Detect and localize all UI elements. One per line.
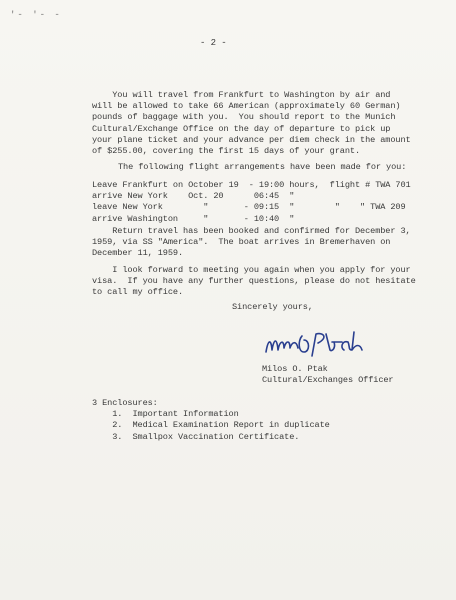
corner-mark: '- '- - — [10, 10, 62, 20]
handwritten-signature — [262, 326, 372, 364]
return-travel-paragraph: Return travel has been booked and confirmed for December 3, 1959, via SS "America". The boat arrives in Bremerhaven on December 11, 1959. — [92, 226, 411, 259]
flight-schedule: Leave Frankfurt on October 19 - 19:00 hours, flight # TWA 701 arrive New York Oct. 20 06:45 " leave New York " - 09:15 " " " TWA 209 arrive Washington " - 10:40 " — [92, 180, 411, 224]
flight-intro: The following flight arrangements have been made for you: — [118, 162, 407, 172]
signer-title: Cultural/Exchanges Officer — [262, 375, 394, 385]
signer-block — [262, 364, 394, 386]
signer-name: Milos O. Ptak — [262, 364, 328, 374]
travel-paragraph: You will travel from Frankfurt to Washington by air and will be allowed to take 66 American (approximately 60 German) pounds of baggage with you. You should report to the Munich Cultural/Exchange Office on the day of departure to pick up your plane ticket and your advance per diem check in the amount of $255.00, covering the first 15 days of your grant. — [92, 90, 411, 157]
page-number: - 2 - — [200, 38, 227, 48]
closing-paragraph: I look forward to meeting you again when you apply for your visa. If you have any further questions, please do not hesitate to call my office. — [92, 265, 416, 298]
enclosures-list: 3 Enclosures: 1. Important Information 2. Medical Examination Report in duplicate 3. Smallpox Vaccination Certificate. — [92, 398, 330, 442]
sincerely-line: Sincerely yours, — [232, 302, 313, 312]
